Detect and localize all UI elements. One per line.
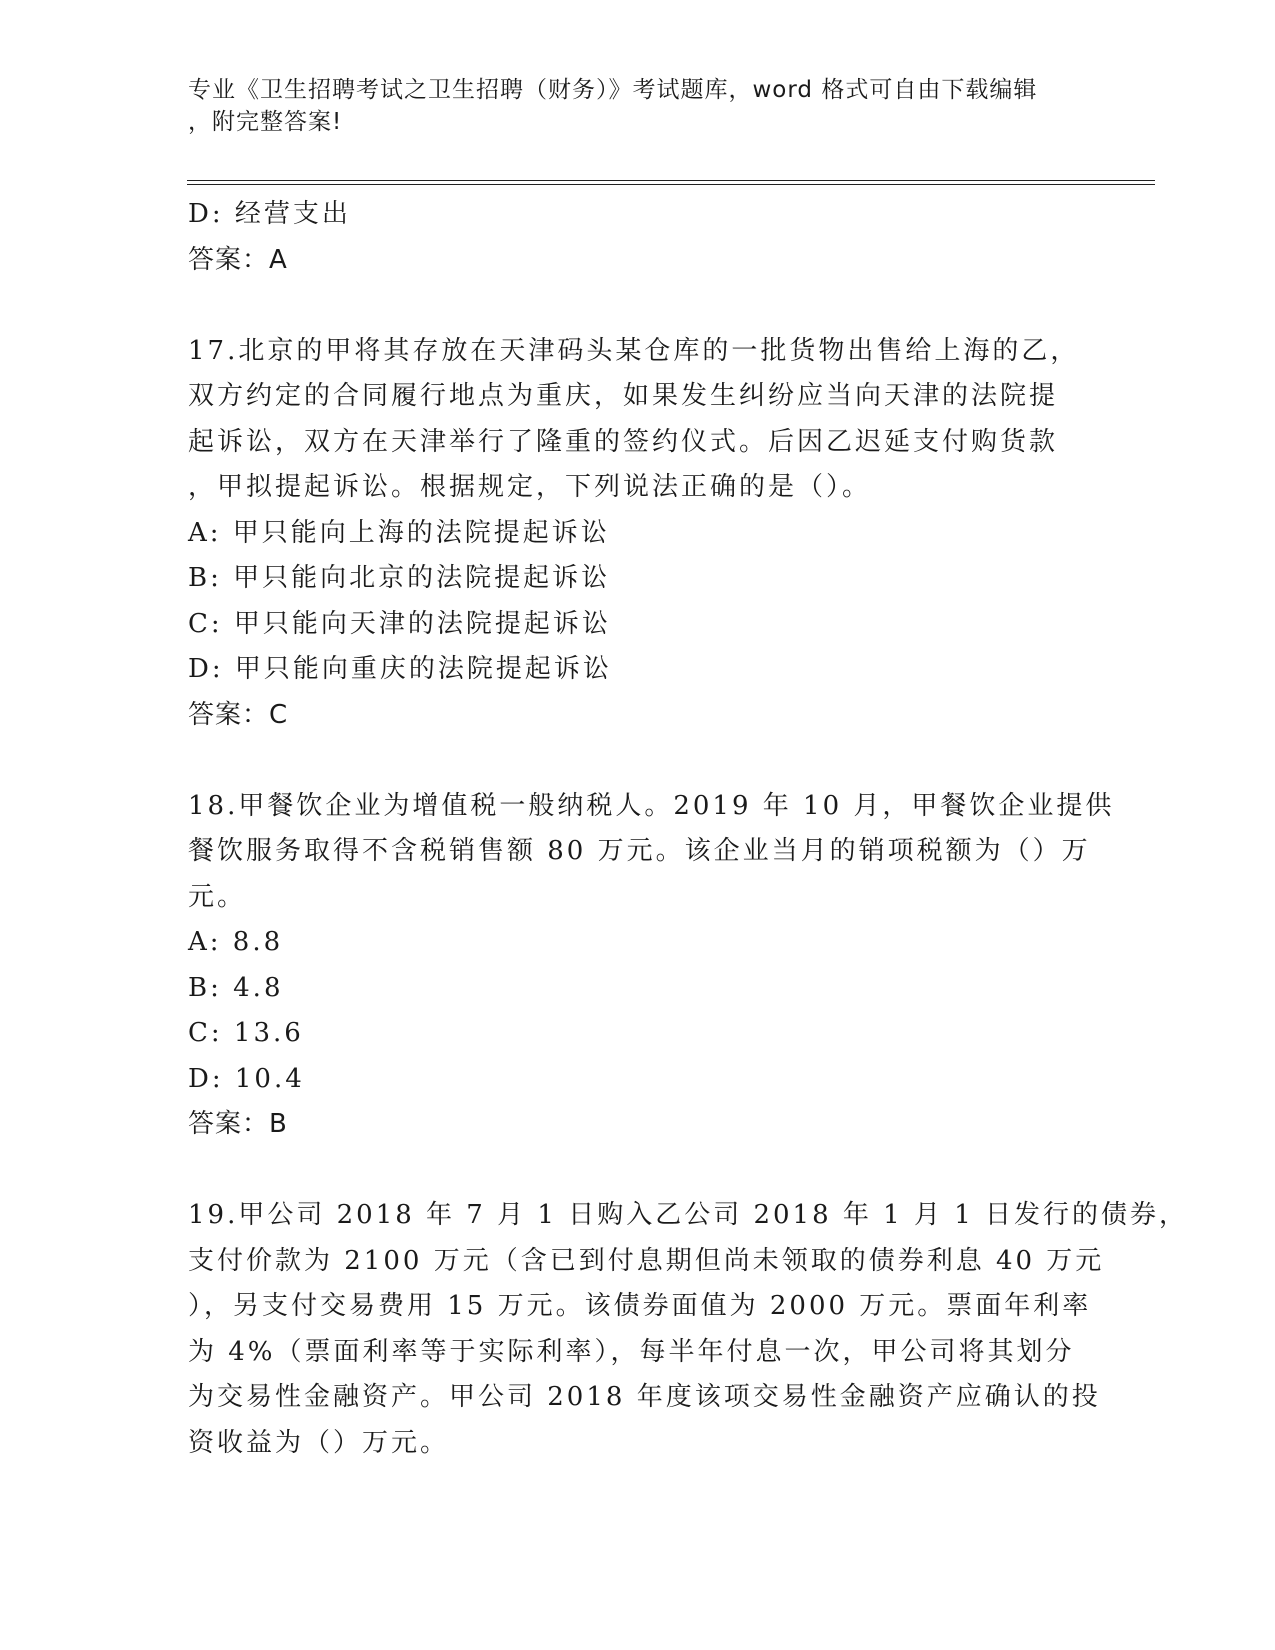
question-19 [188, 1193, 1189, 1466]
question-content [188, 192, 1189, 1466]
spacer [188, 1148, 1088, 1194]
q18-stem-line: 餐饮服务取得不含税销售额 80 万元。该企业当月的销项税额为（）万 [188, 836, 1091, 866]
q17-stem-line: 双方约定的合同履行地点为重庆，如果发生纠纷应当向天津的法院提 [188, 381, 1059, 411]
question-18 [188, 784, 1115, 1148]
q19-stem-line: 支付价款为 2100 万元（含已到付息期但尚未领取的债券利息 40 万元 [188, 1245, 1105, 1276]
q17-option-a: A: 甲只能向上海的法院提起诉讼 [188, 517, 610, 548]
header-line-1: 专业《卫生招聘考试之卫生招聘（财务）》考试题库，word 格式可自由下载编辑 [188, 77, 1038, 103]
spacer [188, 283, 1088, 329]
q18-option-c: C: 13.6 [188, 1018, 304, 1048]
question-17 [188, 329, 1088, 739]
q19-stem-line: 为 4%（票面利率等于实际利率），每半年付息一次，甲公司将其划分 [188, 1336, 1075, 1367]
q17-stem-line: ，甲拟提起诉讼。根据规定，下列说法正确的是（）。 [188, 472, 872, 502]
q19-stem-line: 19.甲公司 2018 年 7 月 1 日购入乙公司 2018 年 1 月 1 日发行的债券， [188, 1200, 1189, 1230]
q17-answer: 答案：C [188, 699, 289, 730]
q16-answer: 答案：A [188, 244, 288, 275]
q17-stem-line: 17.北京的甲将其存放在天津码头某仓库的一批货物出售给上海的乙， [188, 335, 1080, 366]
q18-option-a: A: 8.8 [188, 927, 284, 957]
q18-option-b: B: 4.8 [188, 972, 284, 1003]
q17-stem-line: 起诉讼，双方在天津举行了隆重的签约仪式。后因乙迟延支付购货款 [188, 426, 1059, 457]
document-header [188, 74, 1068, 138]
q19-stem-line: ），另支付交易费用 15 万元。该债券面值为 2000 万元。票面年利率 [188, 1291, 1092, 1321]
q18-answer: 答案：B [188, 1109, 288, 1139]
q19-stem-line: 资收益为（）万元。 [188, 1427, 450, 1458]
q17-option-d: D: 甲只能向重庆的法院提起诉讼 [188, 654, 612, 684]
q19-stem-line: 为交易性金融资产。甲公司 2018 年度该项交易性金融资产应确认的投 [188, 1382, 1101, 1412]
q18-option-d: D: 10.4 [188, 1063, 305, 1094]
q18-stem-line: 18.甲餐饮企业为增值税一般纳税人。2019 年 10 月，甲餐饮企业提供 [188, 790, 1115, 821]
q17-option-b: B: 甲只能向北京的法院提起诉讼 [188, 563, 611, 593]
header-divider-bottom [187, 184, 1155, 185]
q17-option-c: C: 甲只能向天津的法院提起诉讼 [188, 608, 611, 639]
q16-option-d: D: 经营支出 [188, 199, 351, 229]
q18-stem-line: 元。 [188, 881, 247, 912]
header-divider-top [187, 180, 1155, 181]
spacer [188, 738, 1088, 784]
header-line-2: ，附完整答案! [188, 109, 343, 135]
